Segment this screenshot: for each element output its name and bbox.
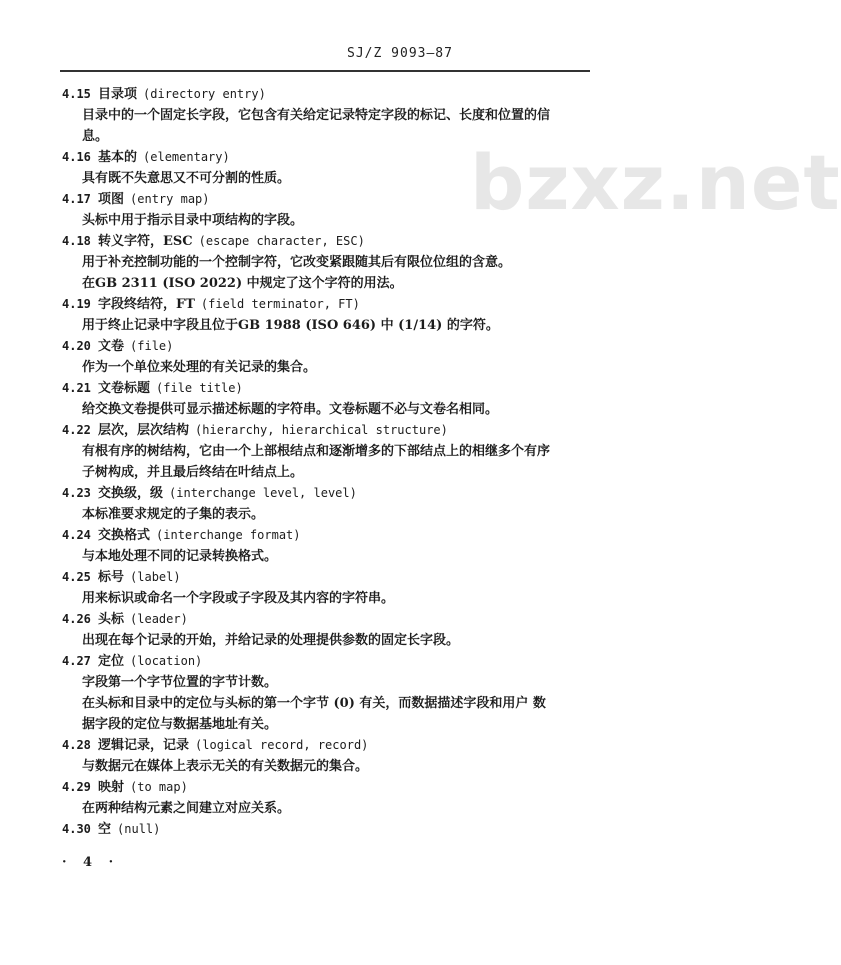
definition-text: 用于补充控制功能的一个控制字符，它改变紧跟随其后有限位位组的含意。: [82, 255, 512, 270]
term-chinese: 目录项: [98, 87, 138, 102]
term-chinese: 定位: [98, 654, 125, 669]
definition-text: 在头标和目录中的定位与头标的第一个字节 (0) 有关，而数据描述字段和用户 数: [82, 696, 546, 711]
term-line: [62, 378, 602, 399]
definition-text: 字段第一个字节位置的字节计数。: [82, 675, 278, 690]
page-number: · 4 ·: [62, 855, 120, 870]
clause-number: 4.17: [62, 192, 91, 206]
term-line: [62, 525, 602, 546]
term-line: [62, 420, 602, 441]
definition-entry: [62, 231, 602, 294]
definition-entry: [62, 294, 602, 336]
term-english: (null): [117, 822, 161, 836]
term-english: (location): [130, 654, 203, 668]
definition-text: 在GB 2311 (ISO 2022) 中规定了这个字符的用法。: [82, 276, 403, 291]
term-chinese: 层次，层次结构: [98, 423, 190, 438]
term-line: [62, 147, 602, 168]
term-line: [62, 567, 602, 588]
term-english: (interchange level, level): [169, 486, 357, 500]
term-english: (to map): [130, 780, 188, 794]
clause-number: 4.24: [62, 528, 91, 542]
definition-text: 有根有序的树结构，它由一个上部根结点和逐渐增多的下部结点上的相继多个有序: [82, 444, 551, 459]
term-chinese: 逻辑记录，记录: [98, 738, 190, 753]
definition-text: 给交换文卷提供可显示描述标题的字符串。文卷标题不必与文卷名相同。: [82, 402, 499, 417]
definition-text: 与数据元在媒体上表示无关的有关数据元的集合。: [82, 759, 369, 774]
term-line: [62, 84, 602, 105]
definition-text: 本标准要求规定的子集的表示。: [82, 507, 265, 522]
definition-entry: [62, 651, 602, 735]
clause-number: 4.29: [62, 780, 91, 794]
clause-number: 4.16: [62, 150, 91, 164]
term-line: [62, 735, 602, 756]
definition-text: 具有既不失意思又不可分割的性质。: [82, 171, 291, 186]
term-english: (field terminator, FT): [200, 297, 360, 311]
document-body: [62, 84, 602, 840]
definition-entry: [62, 378, 602, 420]
header-rule: [60, 70, 590, 72]
term-english: (elementary): [143, 150, 230, 164]
term-line: [62, 294, 602, 315]
definition-entry: [62, 525, 602, 567]
term-chinese: 交换级，级: [98, 486, 164, 501]
definition-text: 作为一个单位来处理的有关记录的集合。: [82, 360, 317, 375]
definition-text: 在两种结构元素之间建立对应关系。: [82, 801, 291, 816]
definition-text: 与本地处理不同的记录转换格式。: [82, 549, 278, 564]
definition-text: 用来标识或命名一个字段或子字段及其内容的字符串。: [82, 591, 395, 606]
definition-text: 子树构成，并且最后终结在叶结点上。: [82, 465, 304, 480]
term-english: (escape character, ESC): [198, 234, 365, 248]
term-line: [62, 651, 602, 672]
definition-entry: [62, 420, 602, 483]
clause-number: 4.20: [62, 339, 91, 353]
term-line: [62, 777, 602, 798]
definition-entry: [62, 336, 602, 378]
clause-number: 4.28: [62, 738, 91, 752]
term-english: (interchange format): [156, 528, 301, 542]
definition-text: 出现在每个记录的开始，并给记录的处理提供参数的固定长字段。: [82, 633, 460, 648]
clause-number: 4.27: [62, 654, 91, 668]
definition-text: 据字段的定位与数据基地址有关。: [82, 717, 278, 732]
term-english: (hierarchy, hierarchical structure): [195, 423, 448, 437]
definition-text: 用于终止记录中字段且位于GB 1988 (ISO 646) 中 (1/14) 的字符。: [82, 318, 499, 333]
term-english: (file title): [156, 381, 243, 395]
clause-number: 4.21: [62, 381, 91, 395]
definition-entry: [62, 483, 602, 525]
page-header: SJ/Z 9093—87: [347, 46, 453, 61]
clause-number: 4.26: [62, 612, 91, 626]
clause-number: 4.25: [62, 570, 91, 584]
term-line: [62, 336, 602, 357]
definition-text: 目录中的一个固定长字段，它包含有关给定记录特定字段的标记、长度和位置的信: [82, 108, 551, 123]
term-english: (file): [130, 339, 174, 353]
clause-number: 4.18: [62, 234, 91, 248]
term-line: [62, 189, 602, 210]
definition-text: 息。: [82, 129, 109, 144]
term-line: [62, 231, 602, 252]
term-english: (label): [130, 570, 181, 584]
term-line: [62, 819, 602, 840]
definition-entry: [62, 567, 602, 609]
term-chinese: 项图: [98, 192, 125, 207]
definition-entry: [62, 189, 602, 231]
term-english: (logical record, record): [195, 738, 369, 752]
watermark: bzxz.net: [470, 138, 841, 227]
term-chinese: 转义字符，ESC: [98, 234, 193, 249]
term-chinese: 交换格式: [98, 528, 151, 543]
definition-entry: [62, 609, 602, 651]
term-chinese: 字段终结符，FT: [98, 297, 195, 312]
definition-entry: [62, 777, 602, 819]
term-chinese: 文卷: [98, 339, 125, 354]
term-english: (entry map): [130, 192, 210, 206]
term-english: (leader): [130, 612, 188, 626]
definition-entry: [62, 735, 602, 777]
clause-number: 4.30: [62, 822, 91, 836]
definition-text: 头标中用于指示目录中项结构的字段。: [82, 213, 304, 228]
definition-entry: [62, 147, 602, 189]
term-line: [62, 483, 602, 504]
term-line: [62, 609, 602, 630]
definition-entry: [62, 819, 602, 840]
clause-number: 4.15: [62, 87, 91, 101]
term-chinese: 标号: [98, 570, 125, 585]
term-chinese: 空: [98, 822, 112, 837]
clause-number: 4.23: [62, 486, 91, 500]
clause-number: 4.22: [62, 423, 91, 437]
clause-number: 4.19: [62, 297, 91, 311]
term-english: (directory entry): [143, 87, 266, 101]
term-chinese: 头标: [98, 612, 125, 627]
term-chinese: 基本的: [98, 150, 138, 165]
definition-entry: [62, 84, 602, 147]
term-chinese: 文卷标题: [98, 381, 151, 396]
term-chinese: 映射: [98, 780, 125, 795]
